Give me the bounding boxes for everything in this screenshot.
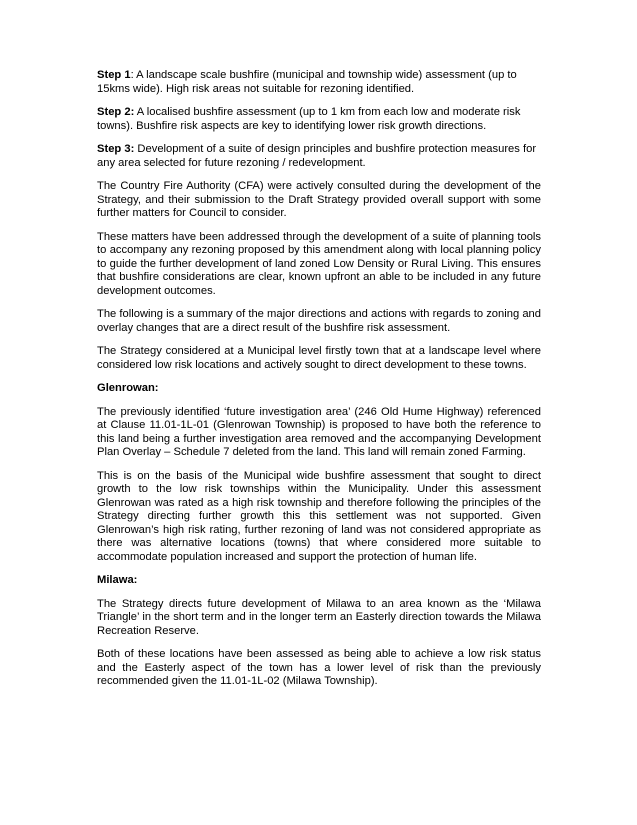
step-1-paragraph [97,69,541,96]
milawa-heading: Milawa: [97,574,138,586]
step-2-label: Step 2: [97,106,135,118]
summary-paragraph: The following is a summary of the major directions and actions with regards to zoning and overlay changes that are a direct result of the bushfire risk assessment. [97,308,541,334]
cfa-paragraph: The Country Fire Authority (CFA) were actively consulted during the development of the Strategy, and their submission to the Draft Strategy provided overall support with some further matters for Council to consider. [97,180,541,219]
step-1-text: A landscape scale bushfire (municipal and township wide) assessment (up to 15kms wide). High risk areas not suitable for rezoning identified. [97,69,517,95]
step-1-separator: : [130,69,134,81]
document-page [97,69,541,699]
step-3-label: Step 3: [97,143,135,155]
glenrowan-paragraph-2: This is on the basis of the Municipal wide bushfire assessment that sought to direct growth to the low risk townships within the Municipality. Under this assessment Glenrowan was rated as a high risk township and therefore following the principles of the Strategy directing further growth this this settlement was not supported. Given Glenrowan’s high risk rating, further rezoning of land was not considered appropriate as there was alternative locations (towns) that where considered more suitable to accommodate population increased and support the protection of human life. [97,469,541,563]
glenrowan-heading: Glenrowan: [97,382,159,394]
step-3-text: Development of a suite of design principles and bushfire protection measures for any area selected for future rezoning / redevelopment. [97,143,537,169]
strategy-paragraph: The Strategy considered at a Municipal level firstly town that at a landscape level where considered low risk locations and actively sought to direct development to these towns. [97,345,541,371]
milawa-paragraph-2: Both of these locations have been assessed as being able to achieve a low risk status and the Easterly aspect of the town has a lower level of risk than the previously recommended given the 11.01-1L-02 (Milawa Township). [97,648,541,687]
glenrowan-paragraph-1: The previously identified ‘future investigation area’ (246 Old Hume Highway) referenced at Clause 11.01-1L-01 (Glenrowan Township) is proposed to have both the reference to this land being a further investigation area removed and the accompanying Development Plan Overlay – Schedule 7 deleted from the land. This land will remain zoned Farming. [97,405,541,458]
planning-tools-paragraph: These matters have been addressed through the development of a suite of planning tools to accompany any rezoning proposed by this amendment along with local planning policy to guide the further development of land zoned Low Density or Rural Living. This ensures that bushfire considerations are clear, known upfront an able to be included in any future development outcomes. [97,230,541,297]
step-2-paragraph [97,106,541,133]
step-1-label: Step 1 [97,69,131,81]
milawa-paragraph-1: The Strategy directs future development of Milawa to an area known as the ‘Milawa Triangle’ in the short term and in the longer term an Easterly direction towards the Milawa Recreation Reserve. [97,597,541,637]
step-2-text: A localised bushfire assessment (up to 1 km from each low and moderate risk towns). Bushfire risk aspects are key to identifying lower risk growth directions. [97,106,521,132]
step-3-paragraph [97,143,541,170]
